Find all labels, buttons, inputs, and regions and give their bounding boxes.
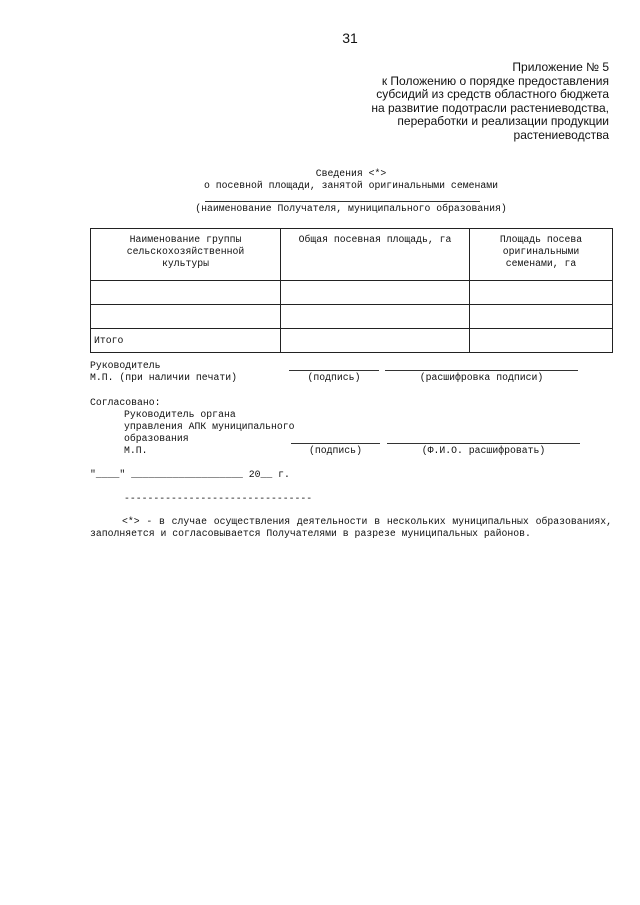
appendix-line: переработки и реализации продукции	[397, 114, 609, 129]
agreed-line: Руководитель органа	[124, 409, 236, 420]
head-decode-line[interactable]	[385, 370, 578, 371]
date-line[interactable]: "____" ___________________ 20__ г.	[90, 469, 290, 480]
head-stamp: М.П. (при наличии печати)	[90, 372, 237, 383]
table-row	[91, 281, 613, 305]
form-title: Сведения <*>	[315, 168, 387, 179]
appendix-line: Приложение № 5	[512, 60, 609, 74]
agreed-stamp: М.П.	[124, 445, 148, 456]
footnote	[90, 516, 612, 541]
appendix-line: растениеводства	[513, 127, 609, 142]
recipient-caption: (наименование Получателя, муниципального образования)	[195, 203, 507, 214]
agreed-decode-line[interactable]	[387, 443, 580, 444]
table-cell[interactable]	[470, 281, 613, 305]
column-header-crop-group: Наименование группы сельскохозяйственной культуры	[91, 229, 281, 281]
head-signature-line[interactable]	[289, 370, 379, 371]
agreed-label: Согласовано:	[90, 397, 161, 408]
table-cell[interactable]	[470, 329, 613, 353]
table-row	[91, 305, 613, 329]
page-number: 31	[342, 30, 358, 46]
recipient-name-line	[205, 201, 480, 202]
agreed-decode-caption: (Ф.И.О. расшифровать)	[421, 445, 546, 456]
agreed-line: управления АПК муниципального	[124, 421, 295, 432]
footnote-text: <*> - в случае осуществления деятельности в нескольких муниципальных образованиях, заполняется и согласовывается Получателями в разрезе муниципальных районов.	[90, 516, 612, 540]
table-header-row	[91, 229, 613, 281]
head-title: Руководитель	[90, 360, 161, 371]
agreed-sign-caption: (подпись)	[309, 445, 362, 456]
total-label: Итого	[91, 329, 281, 353]
table-cell[interactable]	[281, 305, 470, 329]
footnote-separator: --------------------------------	[124, 493, 313, 504]
table-cell[interactable]	[281, 329, 470, 353]
table-cell[interactable]	[91, 305, 281, 329]
agreed-signature-line[interactable]	[291, 443, 380, 444]
table-cell[interactable]	[281, 281, 470, 305]
appendix-line: субсидий из средств областного бюджета	[376, 87, 609, 102]
head-decode-caption: (расшифровка подписи)	[419, 372, 544, 383]
table-cell[interactable]	[91, 281, 281, 305]
appendix-line: на развитие подотрасли растениеводства,	[371, 100, 609, 115]
column-header-total-area: Общая посевная площадь, га	[281, 229, 470, 281]
head-sign-caption: (подпись)	[307, 372, 361, 383]
appendix-header	[371, 61, 609, 143]
agreed-line: образования	[124, 433, 189, 444]
table-row-total	[91, 329, 613, 353]
column-header-original-seed-area: Площадь посева оригинальными семенами, га	[470, 229, 613, 281]
form-subtitle: о посевной площади, занятой оригинальными семенами	[204, 180, 498, 191]
table-cell[interactable]	[470, 305, 613, 329]
appendix-line: к Положению о порядке предоставления	[381, 73, 609, 88]
sowing-area-table	[90, 228, 613, 353]
